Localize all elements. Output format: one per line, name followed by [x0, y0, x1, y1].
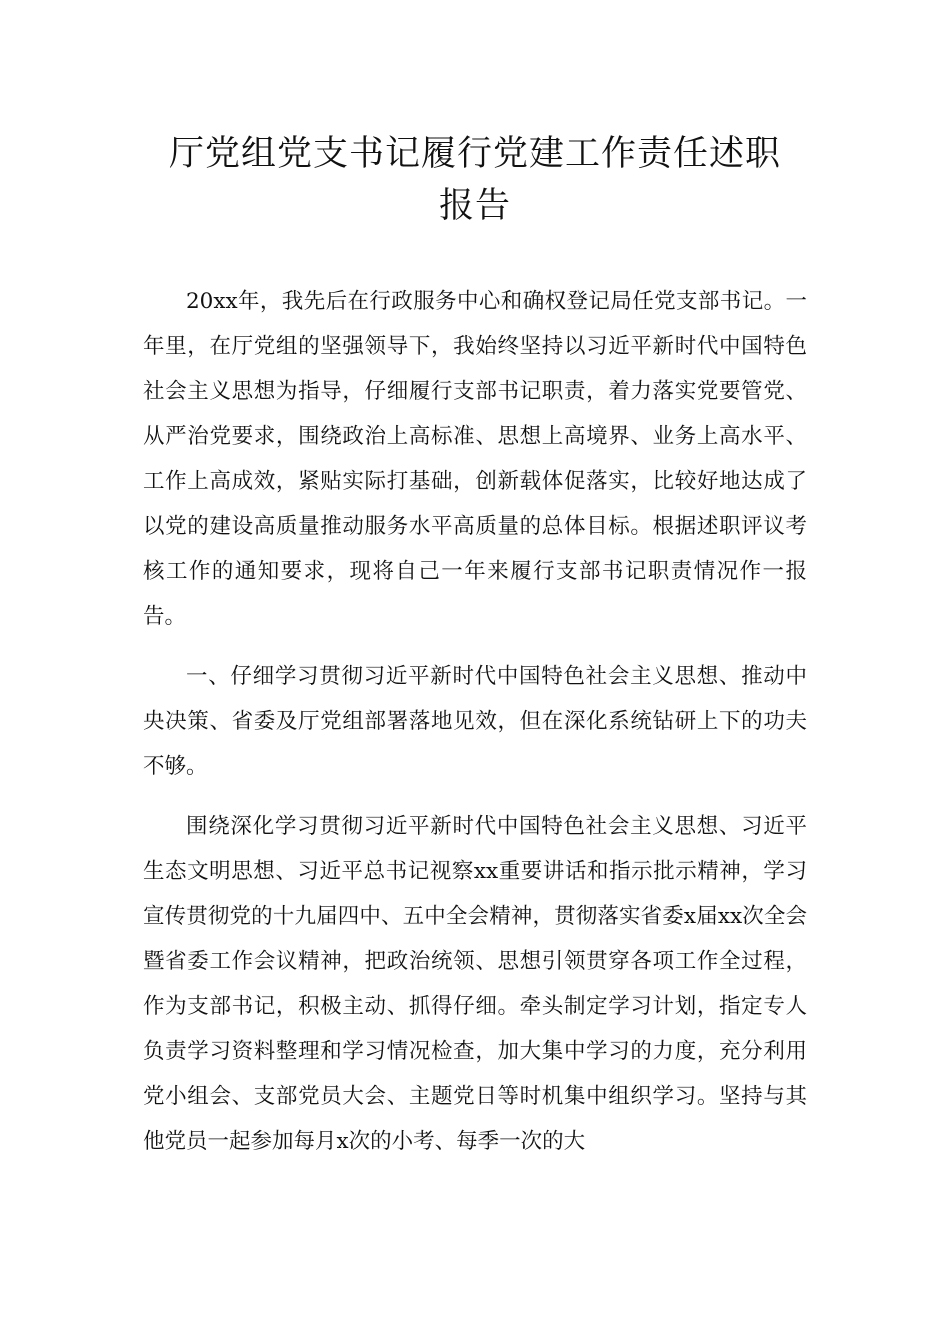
paragraph-intro: 20xx年，我先后在行政服务中心和确权登记局任党支部书记。一年里，在厅党组的坚强领导下，我始终坚持以习近平新时代中国特色社会主义思想为指导，仔细履行支部书记职责，着力落实党要管党、从严治党要求，围绕政治上高标准、思想上高境界、业务上高水平、工作上高成效，紧贴实际打基础，创新载体促落实，比较好地达成了以党的建设高质量推动服务水平高质量的总体目标。根据述职评议考核工作的通知要求，现将自己一年来履行支部书记职责情况作一报告。	[143, 289, 807, 629]
paragraph-section-heading-1: 一、仔细学习贯彻习近平新时代中国特色社会主义思想、推动中央决策、省委及厅党组部署落地见效，但在深化系统钻研上下的功夫不够。	[143, 664, 807, 779]
paragraph-study: 围绕深化学习贯彻习近平新时代中国特色社会主义思想、习近平生态文明思想、习近平总书记视察xx重要讲话和指示批示精神，学习宣传贯彻党的十九届四中、五中全会精神，贯彻落实省委x届xx次全会暨省委工作会议精神，把政治统领、思想引领贯穿各项工作全过程，作为支部书记，积极主动、抓得仔细。牵头制定学习计划，指定专人负责学习资料整理和学习情况检查，加大集中学习的力度，充分利用党小组会、支部党员大会、主题党日等时机集中组织学习。坚持与其他党员一起参加每月x次的小考、每季一次的大	[143, 814, 807, 1154]
document-title	[120, 128, 830, 232]
title-line-2: 报告	[438, 186, 511, 226]
title-line-1: 厅党组党支书记履行党建工作责任述职	[168, 134, 781, 174]
document-body	[143, 279, 807, 1164]
